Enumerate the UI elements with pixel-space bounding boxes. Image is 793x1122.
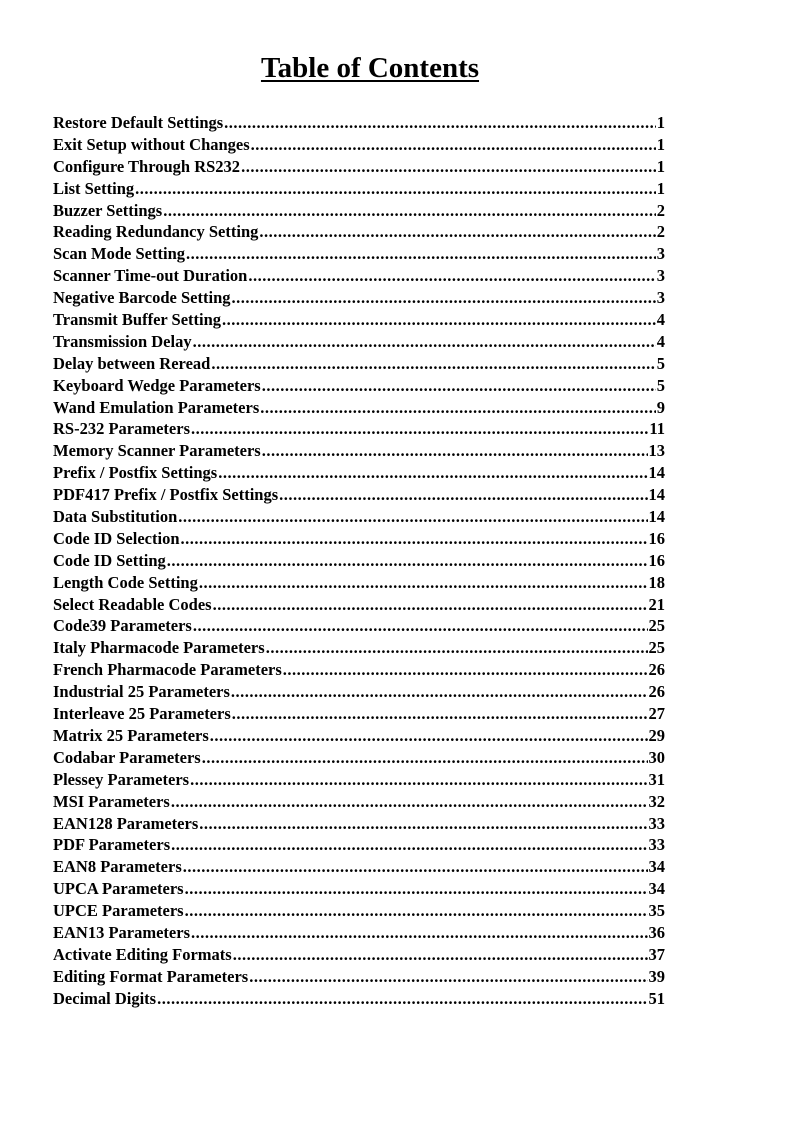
toc-entry-codabar-parameters[interactable]	[53, 747, 665, 769]
toc-entry-transmission-delay[interactable]	[53, 331, 665, 353]
toc-entry-page: 4	[656, 331, 665, 351]
toc-entry-negative-barcode-setting[interactable]	[53, 287, 665, 309]
dot-leader	[251, 134, 656, 156]
toc-entry-label: Prefix / Postfix Settings	[53, 463, 218, 483]
toc-entry-label: Scan Mode Setting	[53, 244, 185, 264]
dot-leader	[135, 178, 656, 200]
toc-entry-page: 33	[648, 835, 665, 855]
toc-entry-label: EAN13 Parameters	[53, 922, 190, 942]
toc-entry-label: Reading Redundancy Setting	[53, 222, 259, 242]
toc-entry-rs-232-parameters[interactable]	[53, 418, 665, 440]
dot-leader	[185, 900, 648, 922]
dot-leader	[193, 331, 656, 353]
toc-entry-page: 32	[648, 791, 665, 811]
toc-entry-label: Length Code Setting	[53, 572, 198, 592]
toc-entry-page: 14	[648, 485, 665, 505]
toc-entry-label: Industrial 25 Parameters	[53, 682, 230, 702]
toc-entry-label: French Pharmacode Parameters	[53, 660, 282, 680]
toc-entry-page: 3	[656, 288, 665, 308]
dot-leader	[199, 813, 647, 835]
dot-leader	[218, 462, 647, 484]
toc-entry-interleave-25-parameters[interactable]	[53, 703, 665, 725]
toc-entry-page: 25	[648, 638, 665, 658]
dot-leader	[178, 506, 647, 528]
toc-entry-label: Code ID Selection	[53, 528, 180, 548]
dot-leader	[163, 200, 656, 222]
toc-entry-page: 18	[648, 572, 665, 592]
dot-leader	[266, 637, 648, 659]
toc-entry-code-id-selection[interactable]	[53, 528, 665, 550]
toc-entry-scan-mode-setting[interactable]	[53, 243, 665, 265]
toc-entry-italy-pharmacode-parameters[interactable]	[53, 637, 665, 659]
page-title: Table of Contents	[260, 52, 480, 84]
toc-entry-label: Restore Default Settings	[53, 113, 224, 132]
dot-leader	[202, 747, 648, 769]
toc-entry-page: 27	[648, 704, 665, 724]
toc-entry-restore-default-settings[interactable]	[53, 112, 665, 134]
toc-entry-page: 34	[648, 857, 665, 877]
toc-entry-label: List Setting	[53, 178, 135, 198]
dot-leader	[191, 418, 648, 440]
toc-entry-keyboard-wedge-parameters[interactable]	[53, 375, 665, 397]
toc-entry-page: 2	[656, 200, 665, 220]
dot-leader	[248, 265, 655, 287]
toc-entry-industrial-25-parameters[interactable]	[53, 681, 665, 703]
dot-leader	[193, 615, 648, 637]
dot-leader	[211, 353, 655, 375]
toc-entry-memory-scanner-parameters[interactable]	[53, 440, 665, 462]
dot-leader	[260, 397, 656, 419]
toc-entry-pdf417-prefix-postfix-settings[interactable]	[53, 484, 665, 506]
toc-entry-label: Negative Barcode Setting	[53, 288, 231, 308]
toc-entry-page: 21	[648, 594, 665, 614]
dot-leader	[157, 988, 647, 1010]
toc-entry-page: 1	[656, 134, 665, 154]
toc-entry-editing-format-parameters[interactable]	[53, 966, 665, 988]
toc-entry-page: 5	[656, 375, 665, 395]
dot-leader	[181, 528, 648, 550]
toc-entry-page: 14	[648, 463, 665, 483]
dot-leader	[249, 966, 647, 988]
toc-entry-label: Editing Format Parameters	[53, 966, 249, 986]
toc-entry-wand-emulation-parameters[interactable]	[53, 397, 665, 419]
toc-entry-page: 3	[656, 244, 665, 264]
toc-entry-page: 34	[648, 879, 665, 899]
toc-entry-page: 30	[648, 747, 665, 767]
toc-entry-page: 29	[648, 725, 665, 745]
toc-entry-label: EAN128 Parameters	[53, 813, 199, 833]
toc-entry-msi-parameters[interactable]	[53, 791, 665, 813]
toc-entry-label: Configure Through RS232	[53, 156, 241, 176]
toc-entry-page: 26	[648, 682, 665, 702]
toc-entry-upce-parameters[interactable]	[53, 900, 665, 922]
dot-leader	[185, 878, 648, 900]
toc-entry-label: Data Substitution	[53, 507, 178, 527]
dot-leader	[171, 834, 647, 856]
toc-entry-label: Keyboard Wedge Parameters	[53, 375, 261, 395]
dot-leader	[224, 112, 656, 134]
dot-leader	[262, 375, 656, 397]
toc-entry-list-setting[interactable]	[53, 178, 665, 200]
dot-leader	[262, 440, 648, 462]
toc-entry-label: Interleave 25 Parameters	[53, 704, 231, 724]
toc-entry-ean13-parameters[interactable]	[53, 922, 665, 944]
toc-entry-configure-through-rs232[interactable]	[53, 156, 665, 178]
toc-entry-label: Delay between Reread	[53, 353, 211, 373]
toc-entry-page: 9	[656, 397, 665, 417]
toc-entry-label: Exit Setup without Changes	[53, 134, 250, 154]
toc-entry-page: 31	[648, 769, 665, 789]
dot-leader	[231, 681, 648, 703]
toc-entry-transmit-buffer-setting[interactable]	[53, 309, 665, 331]
toc-entry-label: Select Readable Codes	[53, 594, 212, 614]
dot-leader	[191, 922, 648, 944]
toc-list	[53, 112, 665, 1010]
toc-entry-data-substitution[interactable]	[53, 506, 665, 528]
dot-leader	[210, 725, 648, 747]
toc-entry-ean128-parameters[interactable]	[53, 813, 665, 835]
dot-leader	[213, 594, 648, 616]
toc-entry-label: Plessey Parameters	[53, 769, 190, 789]
toc-entry-label: Wand Emulation Parameters	[53, 397, 260, 417]
dot-leader	[233, 944, 648, 966]
toc-entry-label: Italy Pharmacode Parameters	[53, 638, 265, 658]
toc-entry-french-pharmacode-parameters[interactable]	[53, 659, 665, 681]
toc-entry-label: Transmit Buffer Setting	[53, 310, 222, 330]
toc-entry-buzzer-settings[interactable]	[53, 200, 665, 222]
toc-entry-page: 35	[648, 901, 665, 921]
toc-entry-page: 5	[656, 353, 665, 373]
toc-entry-label: UPCA Parameters	[53, 879, 184, 899]
dot-leader	[171, 791, 648, 813]
toc-entry-label: Matrix 25 Parameters	[53, 725, 209, 745]
toc-entry-code39-parameters[interactable]	[53, 615, 665, 637]
toc-entry-label: Memory Scanner Parameters	[53, 441, 261, 461]
toc-entry-scanner-time-out-duration[interactable]	[53, 265, 665, 287]
toc-entry-label: MSI Parameters	[53, 791, 170, 811]
dot-leader	[259, 221, 655, 243]
dot-leader	[167, 550, 648, 572]
toc-entry-page: 36	[648, 922, 665, 942]
toc-entry-length-code-setting[interactable]	[53, 572, 665, 594]
toc-entry-label: Codabar Parameters	[53, 747, 201, 767]
toc-entry-label: Decimal Digits	[53, 988, 157, 1008]
toc-entry-code-id-setting[interactable]	[53, 550, 665, 572]
toc-entry-page: 26	[648, 660, 665, 680]
toc-entry-upca-parameters[interactable]	[53, 878, 665, 900]
toc-entry-page: 51	[648, 988, 665, 1008]
toc-entry-label: UPCE Parameters	[53, 901, 184, 921]
toc-entry-page: 39	[648, 966, 665, 986]
toc-entry-page: 11	[649, 419, 665, 439]
toc-entry-page: 3	[656, 266, 665, 286]
dot-leader	[232, 287, 656, 309]
toc-entry-label: Code ID Setting	[53, 550, 166, 570]
dot-leader	[232, 703, 648, 725]
toc-entry-pdf-parameters[interactable]	[53, 834, 665, 856]
toc-entry-page: 33	[648, 813, 665, 833]
toc-entry-page: 1	[656, 156, 665, 176]
toc-entry-page: 2	[656, 222, 665, 242]
toc-entry-page: 1	[656, 178, 665, 198]
toc-entry-page: 37	[648, 944, 665, 964]
toc-entry-ean8-parameters[interactable]	[53, 856, 665, 878]
toc-entry-label: PDF Parameters	[53, 835, 171, 855]
toc-entry-page: 13	[648, 441, 665, 461]
toc-entry-label: Activate Editing Formats	[53, 944, 232, 964]
toc-entry-page: 16	[648, 528, 665, 548]
dot-leader	[190, 769, 647, 791]
toc-entry-delay-between-reread[interactable]	[53, 353, 665, 375]
toc-entry-plessey-parameters[interactable]	[53, 769, 665, 791]
toc-entry-matrix-25-parameters[interactable]	[53, 725, 665, 747]
toc-entry-select-readable-codes[interactable]	[53, 594, 665, 616]
toc-entry-prefix-postfix-settings[interactable]	[53, 462, 665, 484]
toc-entry-page: 4	[656, 310, 665, 330]
toc-entry-label: PDF417 Prefix / Postfix Settings	[53, 485, 279, 505]
dot-leader	[279, 484, 647, 506]
dot-leader	[183, 856, 648, 878]
toc-entry-page: 14	[648, 507, 665, 527]
toc-entry-page: 25	[648, 616, 665, 636]
toc-entry-label: RS-232 Parameters	[53, 419, 190, 439]
dot-leader	[283, 659, 648, 681]
dot-leader	[241, 156, 656, 178]
toc-entry-activate-editing-formats[interactable]	[53, 944, 665, 966]
dot-leader	[199, 572, 648, 594]
dot-leader	[186, 243, 656, 265]
toc-entry-decimal-digits[interactable]	[53, 988, 665, 1010]
toc-entry-reading-redundancy-setting[interactable]	[53, 221, 665, 243]
dot-leader	[222, 309, 656, 331]
toc-entry-label: Buzzer Settings	[53, 200, 163, 220]
toc-entry-exit-setup-without-changes[interactable]	[53, 134, 665, 156]
toc-entry-page: 16	[648, 550, 665, 570]
toc-entry-label: Scanner Time-out Duration	[53, 266, 248, 286]
toc-entry-label: Transmission Delay	[53, 331, 192, 351]
toc-entry-page: 1	[656, 113, 665, 132]
toc-entry-label: EAN8 Parameters	[53, 857, 182, 877]
toc-entry-label: Code39 Parameters	[53, 616, 192, 636]
